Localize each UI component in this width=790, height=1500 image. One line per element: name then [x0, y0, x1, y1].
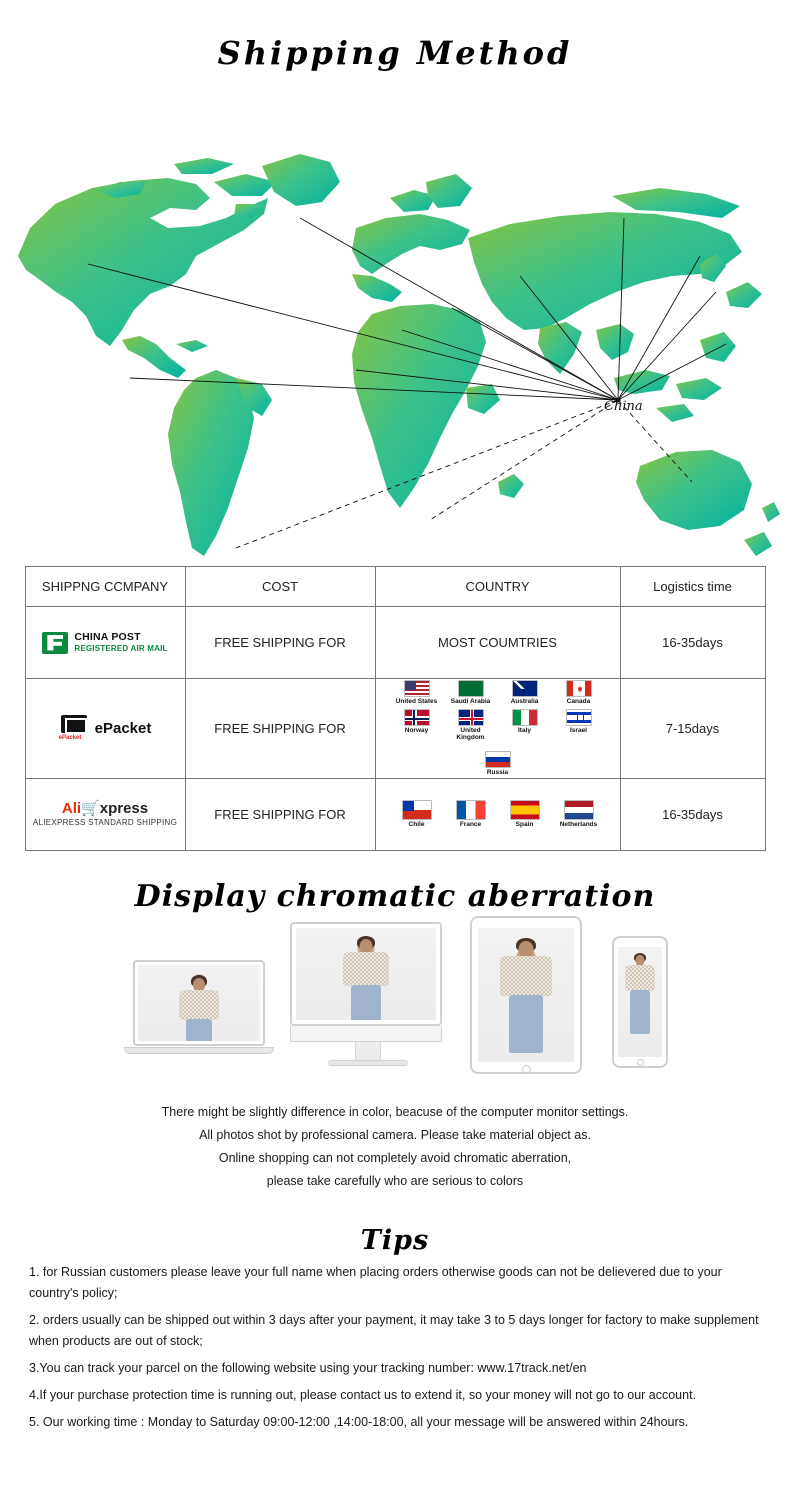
- flag-caption: Spain: [515, 820, 534, 828]
- cell-company-china-post: [25, 607, 185, 679]
- flag-caption: Norway: [404, 727, 429, 735]
- iphone-screen: [612, 936, 668, 1068]
- flag-item: [503, 800, 547, 828]
- imac-chin: [290, 1026, 442, 1042]
- tip-item: 2. orders usually can be shipped out within 3 days after your payment, it may take 3 to 5 days longer for factory to make supplement when products are out of stock;: [29, 1312, 759, 1348]
- flag-caption: Australia: [510, 698, 539, 705]
- ipad-home-button[interactable]: [522, 1065, 531, 1074]
- tips-list: [15, 1262, 775, 1433]
- aliexpress-subtitle: ALIEXPRESS STANDARD SHIPPING: [32, 818, 178, 828]
- device-ipad: [470, 916, 582, 1081]
- table-row: [25, 607, 765, 679]
- product-image-laptop: [138, 965, 260, 1041]
- flag-caption: Italy: [517, 727, 531, 735]
- device-imac: [290, 922, 446, 1072]
- color-note-line: please take carefully who are serious to colors: [266, 1173, 524, 1188]
- epacket-box-icon: ePacket: [59, 715, 89, 741]
- product-image-imac: [296, 928, 436, 1020]
- flag-item: [557, 709, 601, 741]
- flag-france-icon: [456, 800, 486, 820]
- laptop-base: [124, 1047, 274, 1054]
- flag-caption: United Kingdom: [456, 727, 485, 742]
- cell-time-3: 16-35days: [620, 778, 765, 850]
- epacket-name: ePacket: [94, 719, 152, 737]
- flag-saudi-arabia-icon: [458, 680, 484, 697]
- device-laptop: [124, 960, 274, 1070]
- flag-item: [503, 680, 547, 705]
- iphone-home-button[interactable]: [637, 1059, 644, 1066]
- flag-caption: Saudi Arabia: [450, 698, 491, 705]
- cell-country-2: [375, 679, 620, 779]
- epacket-logo-icon: [27, 715, 184, 741]
- map-label-china: China: [604, 399, 643, 414]
- tip-item: 4.If your purchase protection time is running out, please contact us to extend it, so your money will not go to our account.: [29, 1387, 697, 1402]
- flag-item: [449, 800, 493, 828]
- color-note-line: All photos shot by professional camera. Please take material object as.: [199, 1127, 591, 1142]
- map-landmasses: [18, 154, 780, 556]
- aliexpress-logo-icon: Ali🛒xpress ALIEXPRESS STANDARD SHIPPING: [27, 800, 184, 828]
- flag-chile-icon: [402, 800, 432, 820]
- flag-item: [395, 800, 439, 828]
- flag-item: [449, 709, 493, 741]
- color-notice-block: [0, 1101, 790, 1193]
- imac-stand-neck: [355, 1042, 381, 1060]
- imac-screen: [290, 922, 442, 1026]
- flag-item: [449, 680, 493, 705]
- flag-united-kingdom-icon: [458, 709, 484, 726]
- tip-item: 5. Our working time : Monday to Saturday 09:00-12:00 ,14:00-18:00, all your message will be answered within 24hours.: [29, 1414, 689, 1429]
- china-post-mark-icon: [42, 632, 68, 654]
- header-company: SHIPPNG CCMPANY: [25, 567, 185, 607]
- flag-caption: Netherlands: [559, 820, 598, 828]
- flag-caption: Russia: [486, 769, 509, 777]
- table-row: [25, 679, 765, 779]
- flag-caption: Chile: [408, 820, 425, 828]
- page-title-shipping-method: Shipping Method: [217, 34, 573, 72]
- flag-caption: France: [459, 820, 482, 828]
- cell-time-2: 7-15days: [620, 679, 765, 779]
- color-note-line: Online shopping can not completely avoid chromatic aberration,: [218, 1150, 572, 1165]
- flag-item: [503, 709, 547, 741]
- flag-canada-icon: [566, 680, 592, 697]
- cell-company-aliexpress: [25, 778, 185, 850]
- flag-italy-icon: [512, 709, 538, 726]
- cell-cost-3: FREE SHIPPING FOR: [185, 778, 375, 850]
- product-image-iphone: [618, 947, 662, 1057]
- cell-country-1: MOST COUMTRIES: [375, 607, 620, 679]
- flag-caption: Canada: [566, 698, 591, 705]
- ipad-screen: [470, 916, 582, 1074]
- china-post-name: CHINA POST: [74, 630, 141, 643]
- flag-item: [476, 751, 520, 776]
- shipping-methods-table: [25, 566, 766, 851]
- table-row: [25, 778, 765, 850]
- flag-item: [557, 680, 601, 705]
- cell-country-3: [375, 778, 620, 850]
- cell-time-1: 16-35days: [620, 607, 765, 679]
- color-note-line: There might be slightly difference in color, beacuse of the computer monitor settings.: [161, 1104, 629, 1119]
- flag-netherlands-icon: [564, 800, 594, 820]
- tip-item: 3.You can track your parcel on the following website using your tracking number: www.17track.net/en: [29, 1360, 587, 1375]
- header-cost: COST: [185, 567, 375, 607]
- laptop-screen: [133, 960, 265, 1046]
- flag-item: [395, 709, 439, 741]
- table-header-row: [25, 567, 765, 607]
- cell-company-epacket: [25, 679, 185, 779]
- device-iphone: [612, 936, 668, 1072]
- imac-stand-foot: [328, 1060, 408, 1066]
- cell-cost-1: FREE SHIPPING FOR: [185, 607, 375, 679]
- flag-caption: Israel: [570, 727, 587, 735]
- header-logistics-time: Logistics time: [620, 567, 765, 607]
- cell-cost-2: FREE SHIPPING FOR: [185, 679, 375, 779]
- world-map-svg: [0, 78, 790, 558]
- china-post-logo-icon: [27, 631, 184, 654]
- flag-united-states-icon: [404, 680, 430, 697]
- world-shipping-map: [0, 78, 790, 558]
- flag-russia-icon: [485, 751, 511, 768]
- flag-australia-icon: [512, 680, 538, 697]
- flag-caption: United States: [395, 698, 438, 705]
- section-title-display-chromatic-aberration: Display chromatic aberration: [134, 878, 656, 914]
- header-country: COUNTRY: [375, 567, 620, 607]
- flag-israel-icon: [566, 709, 592, 726]
- flag-item: [395, 680, 439, 705]
- flag-item: [557, 800, 601, 828]
- product-image-ipad: [478, 928, 574, 1062]
- tip-item: 1. for Russian customers please leave your full name when placing orders otherwise goods can not be delievered due to your country's policy;: [29, 1264, 722, 1300]
- device-preview-group: [0, 922, 790, 1097]
- flag-norway-icon: [404, 709, 430, 726]
- section-title-tips: Tips: [360, 1224, 430, 1256]
- flag-spain-icon: [510, 800, 540, 820]
- china-post-subtitle: REGISTERED AIR MAIL: [74, 644, 168, 654]
